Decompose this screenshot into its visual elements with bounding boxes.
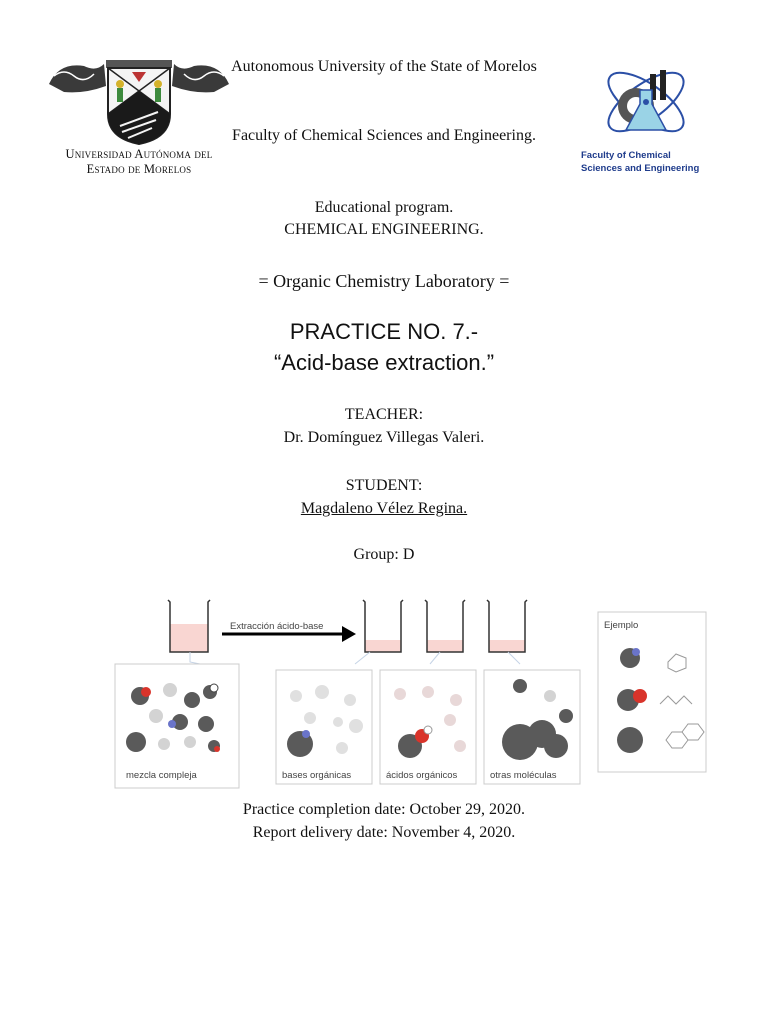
example-label: Ejemplo [604, 620, 639, 631]
panel-label-bases: bases orgánicas [282, 770, 352, 781]
uaem-caption-line2: Estado de Morelos [86, 162, 192, 176]
extraction-diagram [110, 596, 710, 792]
faculty-caption-line2: Sciences and Engineering [581, 163, 700, 174]
lab-title: = Organic Chemistry Laboratory = [258, 271, 510, 291]
panel-example [598, 612, 706, 772]
panel-label-acids: ácidos orgánicos [386, 770, 458, 781]
panel-label-mixture: mezcla compleja [126, 770, 197, 781]
student-label: STUDENT: [345, 477, 423, 494]
delivery-date: Report delivery date: November 4, 2020. [252, 824, 516, 841]
student-name: Magdaleno Vélez Regina. [300, 500, 468, 517]
student-name-wrapper [220, 498, 548, 520]
panel-others [484, 670, 580, 784]
faculty-caption-line1: Faculty of Chemical [581, 150, 671, 161]
panel-bases [276, 670, 372, 784]
uaem-logo [44, 54, 234, 146]
program-name: CHEMICAL ENGINEERING. [284, 221, 484, 238]
arrow-label: Extracción ácido-base [230, 621, 324, 632]
coat-of-arms-icon [44, 54, 234, 146]
beaker-acids [425, 600, 465, 652]
panel-mixture [115, 664, 239, 788]
group: Group: D [353, 546, 415, 563]
university-name: Autonomous University of the State of Morelos [231, 58, 537, 75]
panel-label-others: otras moléculas [490, 770, 557, 781]
practice-title: “Acid-base extraction.” [273, 350, 495, 375]
uaem-logo-caption [50, 147, 228, 177]
panel-acids [380, 670, 476, 784]
uaem-caption-line1: Universidad Autónoma del [65, 147, 213, 161]
extraction-figure [110, 596, 710, 792]
teacher-label: TEACHER: [344, 406, 424, 423]
faculty-logo [596, 60, 696, 146]
beaker-bases [363, 600, 403, 652]
faculty-logo-caption [581, 149, 731, 175]
arrow-head-icon [342, 626, 356, 642]
practice-number: PRACTICE NO. 7.- [289, 319, 479, 344]
completion-date: Practice completion date: October 29, 2020. [242, 801, 526, 818]
beaker-others [487, 600, 527, 652]
faculty-name: Faculty of Chemical Sciences and Engineering. [232, 127, 536, 144]
beaker-mixture [168, 600, 210, 652]
atom-flask-icon [596, 60, 696, 146]
program-label: Educational program. [314, 199, 454, 216]
teacher-name: Dr. Domínguez Villegas Valeri. [283, 429, 485, 446]
